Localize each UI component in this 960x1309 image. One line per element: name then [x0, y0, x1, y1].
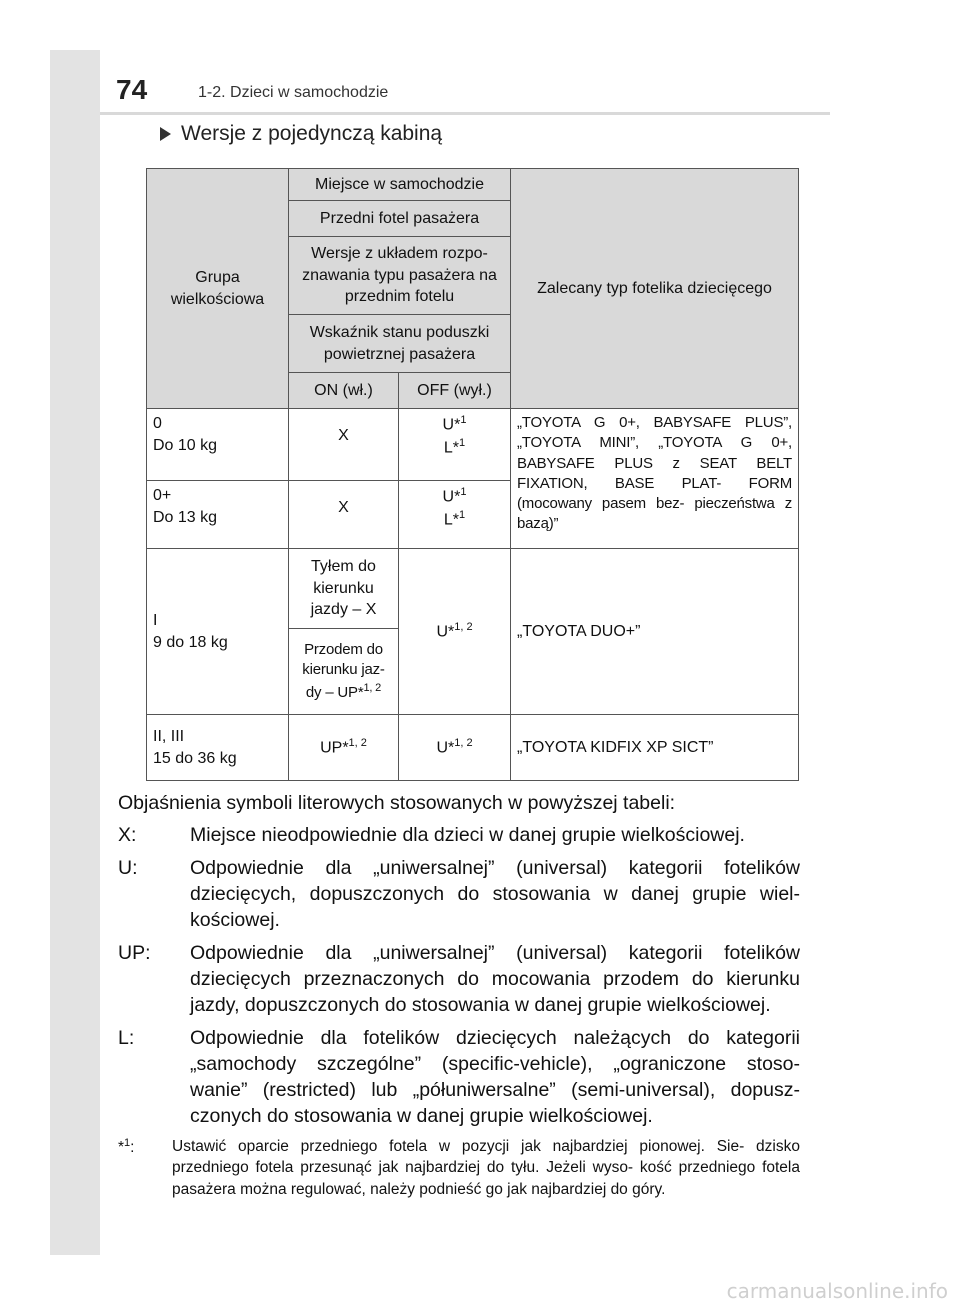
front-seat-header: Przedni fotel pasażera [289, 201, 511, 237]
footnote: *$^1$: Ustawić oparcie przedniego fotela w pozycji jak najbardziej pionowej. Sie- dzisko przedniego fotela przesunąć jak najbardziej do tyłu. Jeżeli wyso- kość przedniego fotela pasażera można regulować, należy podnieść go jak najbardziej do góry. [118, 1136, 800, 1199]
recommended-cell: „TOYOTA G 0+, BABYSAFE PLUS”, „TOYOTA MINI”, „TOYOTA G 0+, BABYSAFE PLUS z SEAT BELT FIXATION, BASE PLAT- FORM (mocowany pasem bez- pieczeństwa z bazą)” [511, 409, 799, 549]
on-cell: X [289, 481, 399, 549]
off-cell: U*$^1$ L*$^1$ [399, 409, 511, 481]
legend-item: UP: Odpowiednie dla „uniwersalnej” (universal) kategorii fotelików dziecięcych przeznaczonych do mocowania przodem do kierunku jazdy, dopuszczonych do stosowania w danej grupie wielkościowej. [118, 941, 800, 1017]
detection-header: Wersje z układem rozpo- znawania typu pasażera na przednim fotelu [289, 237, 511, 315]
indicator-header: Wskaźnik stanu poduszki powietrznej pasażera [289, 315, 511, 373]
seat-position-header: Miejsce w samochodzie [289, 169, 511, 201]
recommended-header: Zalecany typ fotelika dziecięcego [511, 169, 799, 409]
group-cell: 0+ Do 13 kg [147, 481, 289, 549]
off-header: OFF (wył.) [399, 373, 511, 409]
on-cell: UP*$^{1, 2}$ [289, 715, 399, 781]
off-cell: U*$^{1, 2}$ [399, 715, 511, 781]
legend-intro: Objaśnienia symboli literowych stosowanych w powyższej tabeli: [118, 792, 676, 814]
legend [118, 790, 800, 1201]
on-header: ON (wł.) [289, 373, 399, 409]
group-cell: 0 Do 10 kg [147, 409, 289, 481]
header-rule [100, 112, 830, 115]
subheading [160, 122, 442, 146]
section-title: 1-2. Dzieci w samochodzie [198, 84, 389, 101]
table-row [147, 549, 799, 629]
group-header: Grupa wielkościowa [147, 169, 289, 409]
table-row [147, 715, 799, 781]
table-row [147, 409, 799, 481]
page-number: 74 [116, 74, 148, 105]
on-rear-cell: Tyłem do kierunku jazdy – X [289, 549, 399, 629]
group-cell: II, III 15 do 36 kg [147, 715, 289, 781]
page-header [100, 72, 830, 112]
subheading-text: Wersje z pojedynczą kabiną [181, 122, 443, 145]
group-cell: I 9 do 18 kg [147, 549, 289, 715]
recommended-cell: „TOYOTA KIDFIX XP SICT” [511, 715, 799, 781]
on-cell: X [289, 409, 399, 481]
off-cell: U*$^1$ L*$^1$ [399, 481, 511, 549]
side-strip [50, 50, 100, 1255]
legend-item: X: Miejsce nieodpowiednie dla dzieci w danej grupie wielkościowej. [118, 824, 745, 847]
legend-item: U: Odpowiednie dla „uniwersalnej” (universal) kategorii fotelików dziecięcych, dopuszczonych do stosowania w danej grupie wiel- kościowej. [118, 856, 800, 932]
on-front-cell: Przodem do kierunku jaz- dy – UP*$^{1, 2}$ [289, 629, 399, 715]
off-cell: U*$^{1, 2}$ [399, 549, 511, 715]
watermark: carmanualsonline.info [726, 1279, 948, 1303]
child-seat-table [146, 168, 799, 781]
triangle-bullet-icon [160, 127, 171, 141]
recommended-cell: „TOYOTA DUO+” [511, 549, 799, 715]
legend-item: L: Odpowiednie dla fotelików dziecięcych należących do kategorii „samochody szczególne” (specific-vehicle), „ograniczone stoso- wanie” (restricted) lub „półuniwersalne” (semi-universal), dopusz- czonych do stosowania w danej grupie wielkościowej. [118, 1026, 800, 1128]
